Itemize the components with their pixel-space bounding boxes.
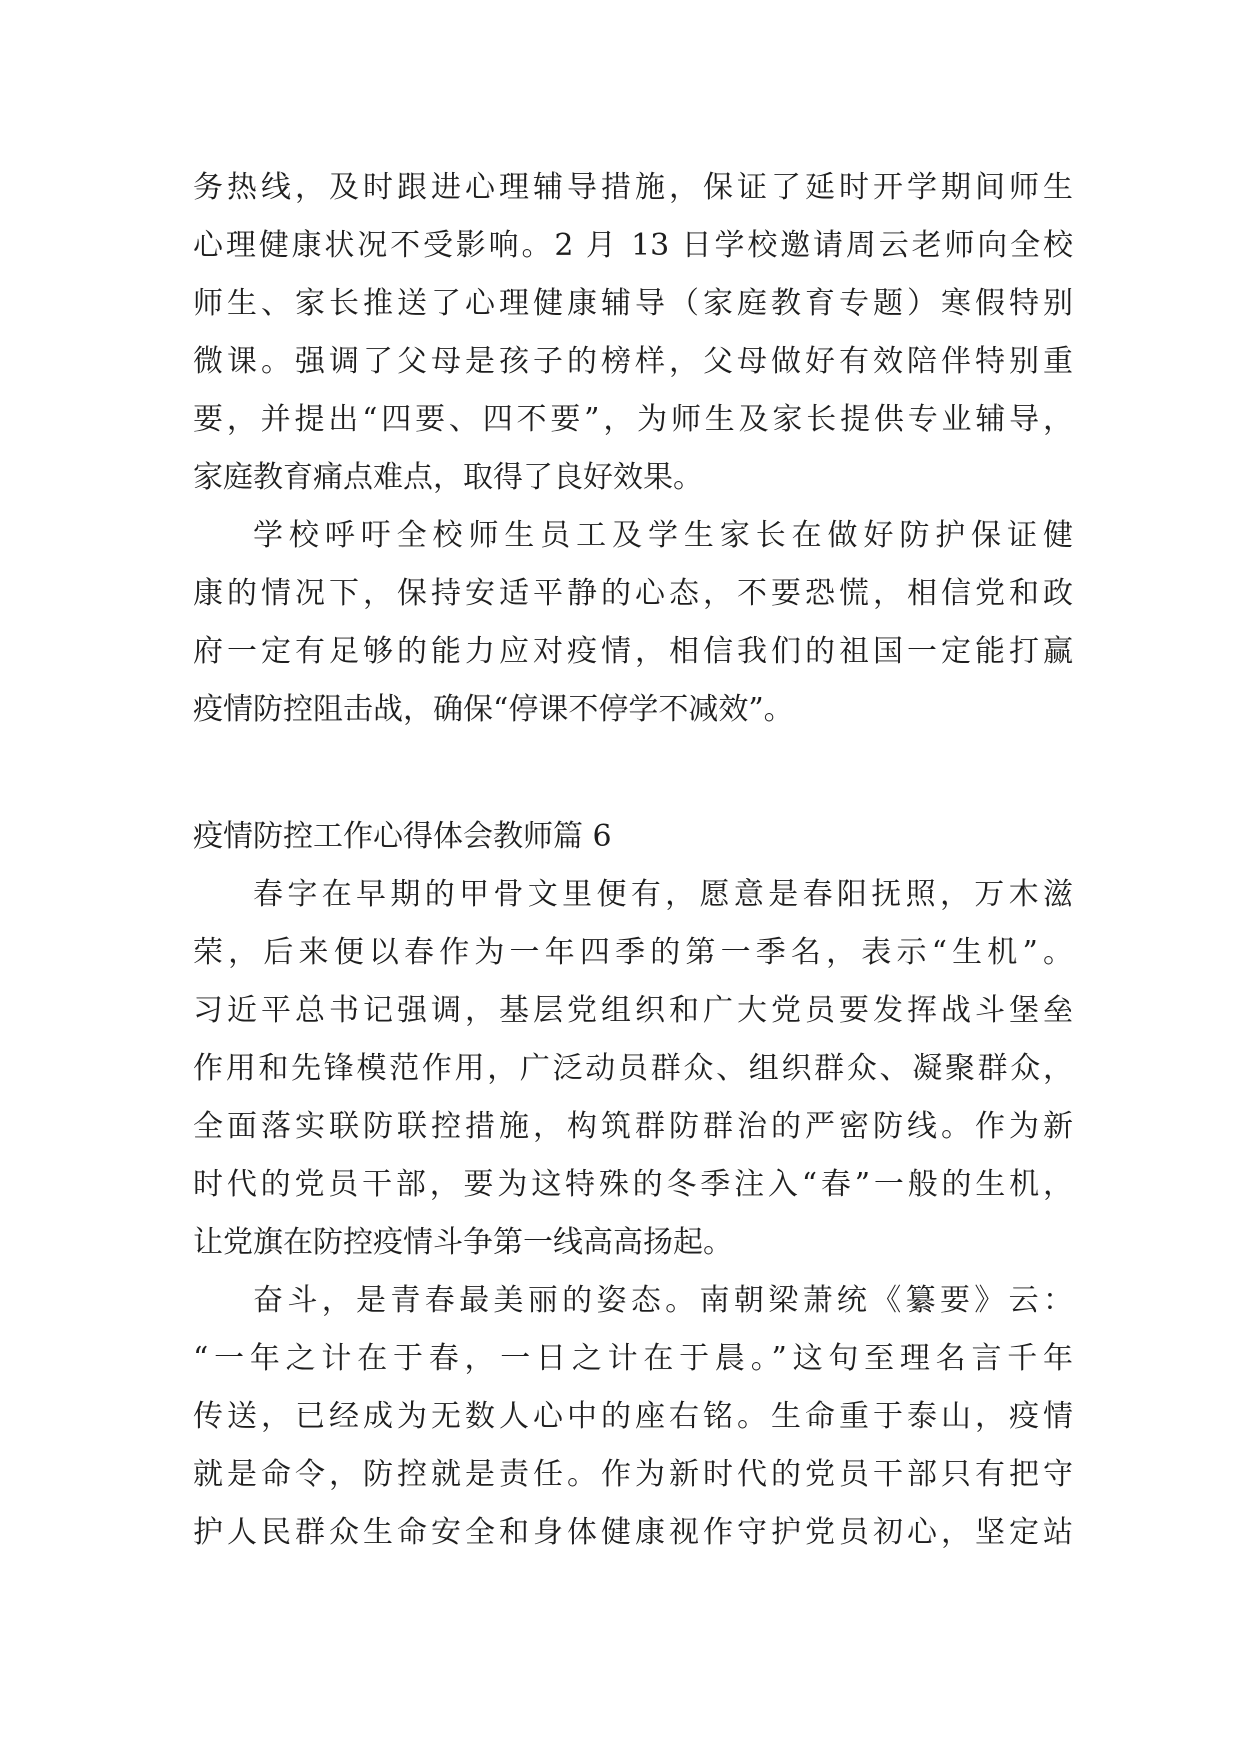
- text-line: 心理健康状况不受影响。2 月 13 日学校邀请周云老师向全校: [193, 228, 1073, 263]
- text-line: 护人民群众生命安全和身体健康视作守护党员初心，坚定站: [193, 1515, 1073, 1550]
- document-body: [193, 159, 1073, 1562]
- text-line: 师生、家长推送了心理健康辅导（家庭教育专题）寒假特别: [193, 286, 1073, 321]
- text-line: 学校呼吁全校师生员工及学生家长在做好防护保证健: [253, 518, 1073, 553]
- text-line: 习近平总书记强调，基层党组织和广大党员要发挥战斗堡垒: [193, 993, 1073, 1028]
- paragraph: [193, 1272, 1073, 1562]
- section-title: 疫情防控工作心得体会教师篇 6: [193, 819, 612, 854]
- text-line: 疫情防控阻击战，确保“停课不停学不减效”。: [193, 692, 794, 727]
- text-line: 奋斗，是青春最美丽的姿态。南朝梁萧统《纂要》云：: [253, 1283, 1073, 1318]
- paragraph: [193, 866, 1073, 1272]
- text-line: 微课。强调了父母是孩子的榜样，父母做好有效陪伴特别重: [193, 344, 1073, 379]
- section-heading: [193, 808, 1073, 866]
- text-line: 康的情况下，保持安适平静的心态，不要恐慌，相信党和政: [193, 576, 1073, 611]
- text-line: 就是命令，防控就是责任。作为新时代的党员干部只有把守: [193, 1457, 1073, 1492]
- paragraph: [193, 159, 1073, 507]
- text-line: “一年之计在于春，一日之计在于晨。”这句至理名言千年: [193, 1341, 1073, 1376]
- text-line: 时代的党员干部，要为这特殊的冬季注入“春”一般的生机，: [193, 1167, 1073, 1202]
- text-line: 春字在早期的甲骨文里便有，愿意是春阳抚照，万木滋: [253, 877, 1073, 912]
- text-line: 传送，已经成为无数人心中的座右铭。生命重于泰山，疫情: [193, 1399, 1073, 1434]
- text-line: 要，并提出“四要、四不要”，为师生及家长提供专业辅导，: [193, 402, 1073, 437]
- text-line: 务热线，及时跟进心理辅导措施，保证了延时开学期间师生: [193, 170, 1073, 205]
- text-line: 作用和先锋模范作用，广泛动员群众、组织群众、凝聚群众，: [193, 1051, 1073, 1086]
- text-line: 府一定有足够的能力应对疫情，相信我们的祖国一定能打赢: [193, 634, 1073, 669]
- text-line: 家庭教育痛点难点，取得了良好效果。: [193, 460, 703, 495]
- text-line: 全面落实联防联控措施，构筑群防群治的严密防线。作为新: [193, 1109, 1073, 1144]
- text-line: 让党旗在防控疫情斗争第一线高高扬起。: [193, 1225, 733, 1260]
- spacer: [193, 739, 1073, 808]
- text-line: 荣，后来便以春作为一年四季的第一季名，表示“生机”。: [193, 935, 1073, 970]
- paragraph: [193, 507, 1073, 739]
